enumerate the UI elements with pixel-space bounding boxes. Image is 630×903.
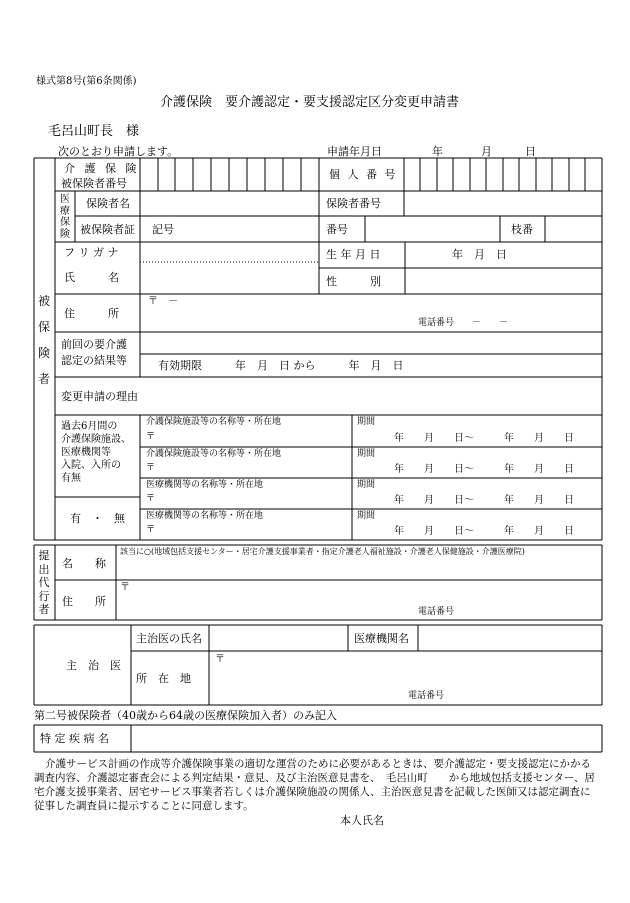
facility-row-2-dates: 年 月 日～ 年 月 日 [394,464,574,475]
prev-result-label-1: 前回の要介護 [61,338,127,351]
apply-month: 月 [481,145,492,158]
agent-postal: 〒 [120,582,130,593]
facility-row-4-postal: 〒 [146,525,156,535]
agreement-text: 介護サービス計画の作成等介護保険事業の適切な運営のために必要があるときは、要介護認定・要支援認定にかかる調査内容、介護認定審査会による判定結果・意見、及び主治医意見書を、 毛呂山町 から地域包括支援センター、居宅介護支援事業者、居宅サービス事業者若しくは介護保険施設の関係人、主治医意見書を記載した医師又は認定調査に従事した調査員に提示することに同意します。 [34,758,595,812]
apply-date-label: 申請年月日 [327,145,382,158]
page-title: 介護保険 要介護認定・要支援認定区分変更申請書 [160,95,460,110]
care-number-label-1: 介 護 保 険 [64,162,140,175]
addressee: 毛呂山町長 様 [48,124,140,139]
postal-mark: 〒 － [148,296,178,307]
personal-number-label: 個 人 番 号 [329,168,398,181]
facility-side-5: 有無 [61,473,81,484]
facility-side-2: 介護保険施設、 [61,434,131,445]
facility-row-1-period: 期間 [357,417,376,427]
birth-ymd: 年 月 日 [452,248,507,261]
prev-result-label-2: 認定の結果等 [61,354,127,367]
disease-label: 特 定 疾 病 名 [40,732,109,745]
yes-no-choice: 有 ・ 無 [70,512,125,525]
name-label: 氏 名 [64,271,119,284]
card-mark-label: 記号 [152,223,174,236]
doctor-postal: 〒 [215,654,225,665]
card-number-label: 番号 [326,223,348,236]
valid-period: 有効期限 年 月 日 から 年 月 日 [158,359,404,372]
facility-side-3: 医療機関等 [61,447,111,458]
facility-row-1-dates: 年 月 日～ 年 月 日 [394,433,574,444]
facility-row-2-name: 介護保険施設等の名称等・所在地 [146,449,282,459]
phone-label: 電話番号 － － [418,318,509,328]
facility-row-3-postal: 〒 [146,494,156,504]
facility-row-1-postal: 〒 [146,432,156,442]
furigana-label: フ リ ガ ナ [64,246,119,259]
facility-row-4-dates: 年 月 日～ 年 月 日 [394,526,574,537]
address-label: 住 所 [64,307,119,320]
agent-name-note: 該当に○(地域包括支援センター・居宅介護支援事業者・指定介護老人福祉施設・介護老人保健施設・介護医療院) [120,547,525,556]
signature-label: 本人氏名 [340,814,384,827]
agent-address-label: 住 所 [62,595,106,608]
insured-side-label: 被保険者 [37,294,50,386]
agent-side-label: 提出代行者 [38,549,50,616]
second-insured-note: 第二号被保険者（40歳から64歳の医療保険加入者）のみ記入 [34,709,337,722]
facility-row-3-name: 医療機関等の名称等・所在地 [146,480,264,490]
apply-year: 年 [432,145,443,158]
intro-text: 次のとおり申請します。 [58,145,179,158]
facility-row-3-dates: 年 月 日～ 年 月 日 [394,495,574,506]
facility-row-4-period: 期間 [357,511,376,521]
insurer-number-label: 保険者番号 [326,197,381,210]
facility-row-2-postal: 〒 [146,463,156,473]
insurer-name-label: 保険者名 [86,197,130,210]
doctor-phone-label: 電話番号 [408,691,445,701]
gender-label: 性 別 [326,275,381,288]
facility-row-1-name: 介護保険施設等の名称等・所在地 [146,417,282,427]
doctor-location-label: 所 在 地 [136,672,191,685]
medical-insurance-side: 医療保険 [60,194,70,240]
doctor-institution-label: 医療機関名 [354,632,409,645]
card-branch-label: 枝番 [511,223,533,236]
apply-day: 日 [525,145,536,158]
facility-side-1: 過去6月間の [61,421,118,432]
form-number: 様式第8号(第6条関係) [36,76,137,87]
facility-row-4-name: 医療機関等の名称等・所在地 [146,511,264,521]
doctor-name-label: 主治医の氏名 [136,632,202,645]
card-label: 被保険者証 [80,223,135,236]
change-reason-label: 変更申請の理由 [61,390,138,403]
birthdate-label: 生 年 月 日 [326,248,381,261]
care-number-label-2: 被保険者番号 [61,177,127,190]
doctor-label: 主 治 医 [66,659,121,672]
agent-name-label: 名 称 [62,557,106,570]
facility-side-4: 入院、入所の [61,460,121,471]
facility-row-2-period: 期間 [357,449,376,459]
agent-phone-label: 電話番号 [418,607,455,617]
facility-row-3-period: 期間 [357,480,376,490]
